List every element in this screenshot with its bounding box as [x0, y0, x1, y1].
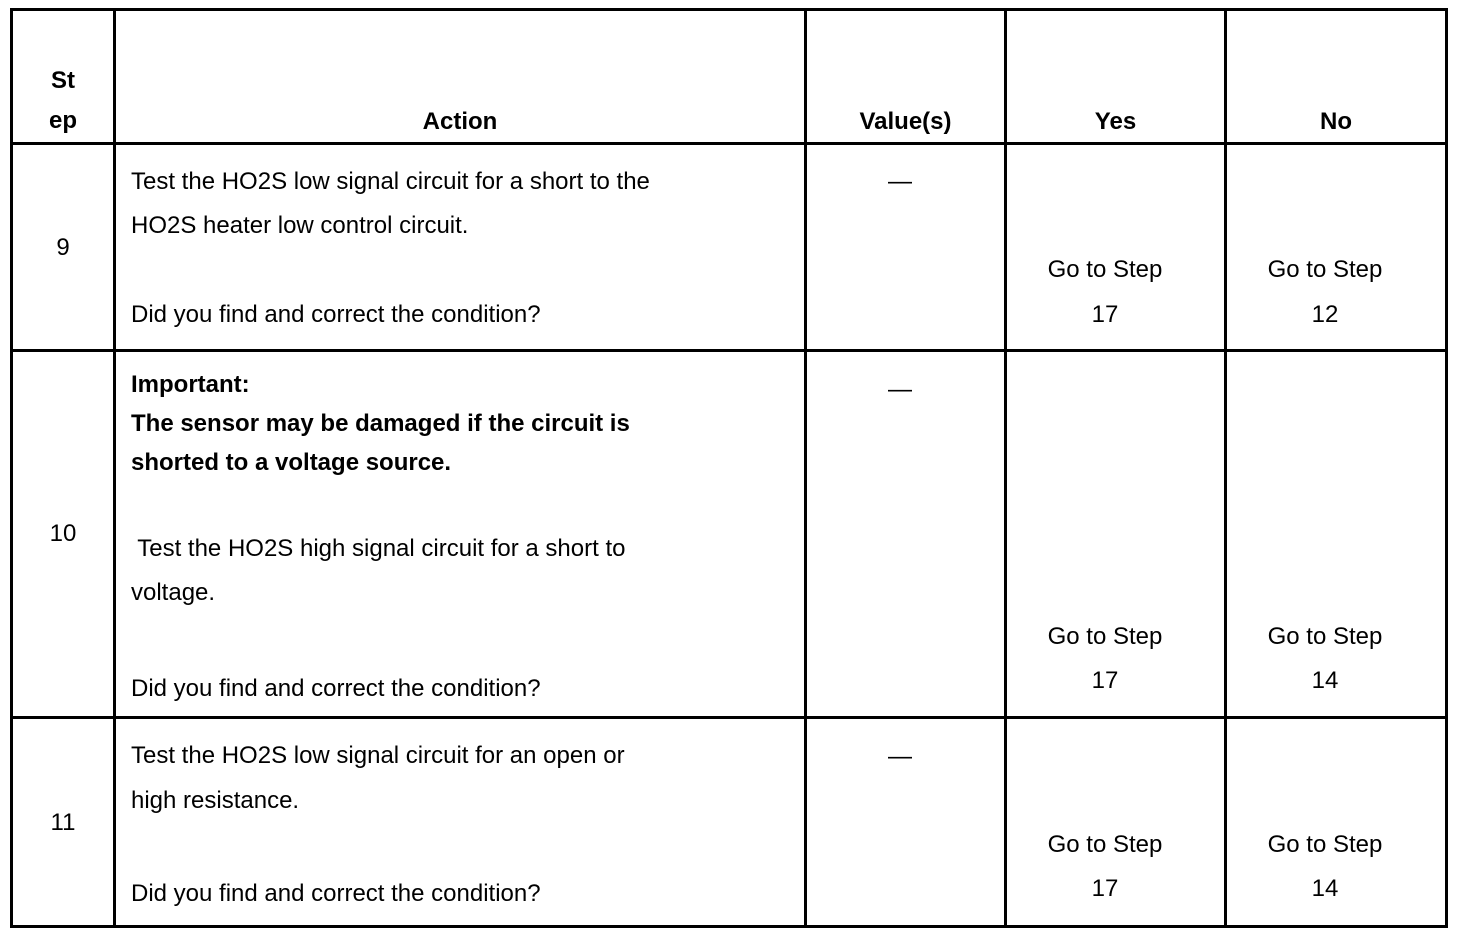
important-text: The sensor may be damaged if the circuit is — [131, 410, 630, 437]
yes-cell: 17 — [1091, 667, 1119, 694]
table-border-top — [10, 8, 1448, 11]
action-text: voltage. — [131, 579, 216, 606]
yes-cell: 17 — [1091, 875, 1119, 902]
step-number: 11 — [50, 809, 76, 836]
no-cell: Go to Step — [1267, 256, 1383, 283]
yes-cell: Go to Step — [1047, 831, 1163, 858]
row-divider — [10, 716, 1448, 719]
value-cell: — — [888, 376, 912, 403]
table-border-left — [10, 8, 13, 928]
row-divider — [10, 349, 1448, 352]
header-action: Action — [422, 108, 498, 135]
action-text: Test the HO2S low signal circuit for a short to the — [131, 168, 650, 195]
no-cell: 14 — [1311, 667, 1339, 694]
header-step-line: ep — [48, 107, 77, 134]
value-cell: — — [888, 168, 912, 195]
header-yes: Yes — [1094, 108, 1137, 135]
no-cell: Go to Step — [1267, 623, 1383, 650]
column-divider — [1224, 8, 1227, 928]
no-cell: 14 — [1311, 875, 1339, 902]
header-no: No — [1320, 108, 1352, 135]
action-text: HO2S heater low control circuit. — [131, 212, 469, 239]
column-divider — [804, 8, 807, 928]
action-text: Test the HO2S high signal circuit for a short to — [131, 535, 626, 562]
important-text: shorted to a voltage source. — [131, 449, 452, 476]
action-text: Test the HO2S low signal circuit for an open or — [131, 742, 625, 769]
table-border-right — [1445, 8, 1448, 928]
column-divider — [113, 8, 116, 928]
no-cell: Go to Step — [1267, 831, 1383, 858]
step-number: 9 — [56, 234, 70, 261]
action-question: Did you find and correct the condition? — [131, 880, 541, 907]
no-cell: 12 — [1311, 301, 1339, 328]
yes-cell: Go to Step — [1047, 256, 1163, 283]
action-text: high resistance. — [131, 787, 300, 814]
header-step — [13, 61, 113, 141]
step-number: 10 — [49, 520, 77, 547]
table-border-bottom — [10, 925, 1448, 928]
yes-cell: 17 — [1091, 301, 1119, 328]
action-question: Did you find and correct the condition? — [131, 675, 541, 702]
yes-cell: Go to Step — [1047, 623, 1163, 650]
header-values: Value(s) — [859, 108, 952, 135]
action-question: Did you find and correct the condition? — [131, 301, 541, 328]
diagnostic-table — [10, 8, 1448, 928]
value-cell: — — [888, 743, 912, 770]
column-divider — [1004, 8, 1007, 928]
header-step-line: St — [51, 67, 75, 94]
important-label: Important: — [131, 371, 250, 398]
